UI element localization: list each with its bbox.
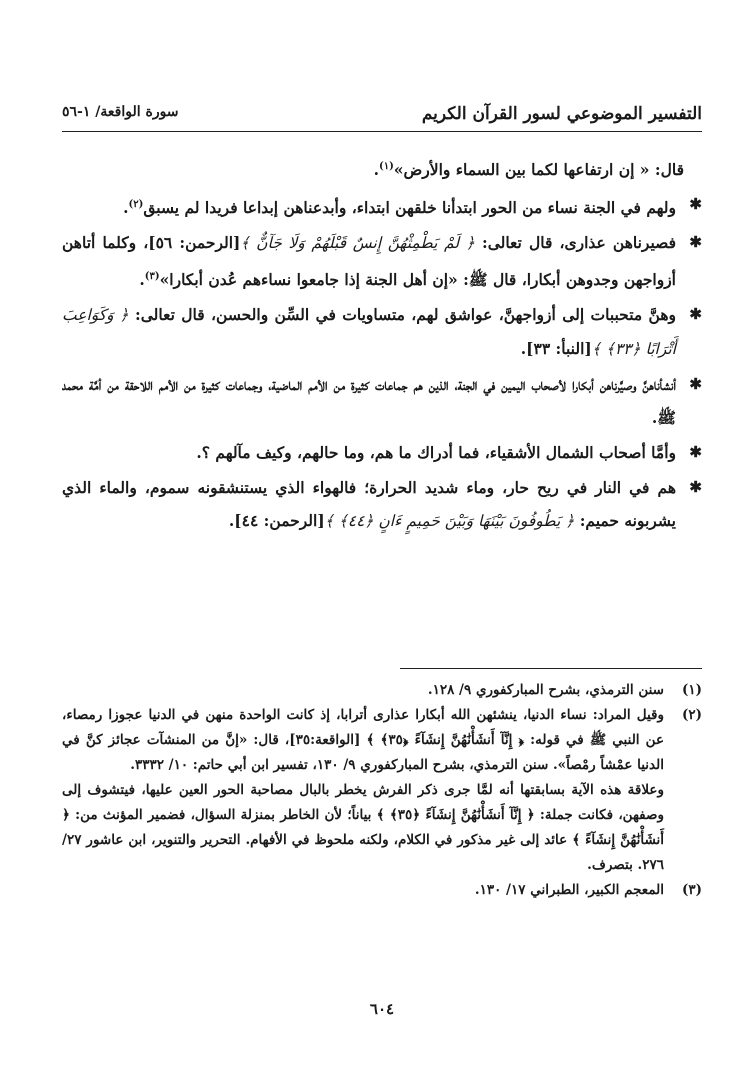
- item-text: هم في النار في ريح حار، وماء شديد الحرارة؛ فالهواء الذي يستنشقونه سموم، والماء الذي يشربونه حميم:: [62, 478, 676, 531]
- asterisk-icon: ✱: [689, 233, 702, 252]
- item-text: [النبأ: ٣٣].: [520, 339, 592, 359]
- item-end: .: [139, 270, 145, 290]
- asterisk-icon: ✱: [689, 195, 702, 214]
- footnote-ref-1[interactable]: (١): [378, 161, 394, 172]
- list-item: [62, 226, 702, 296]
- surah-range: سورة الواقعة/ ١-٥٦: [62, 104, 179, 120]
- book-page: [62, 0, 702, 1089]
- footnote-divider: [400, 668, 702, 669]
- footnote-text: سنن الترمذي، بشرح المباركفوري ٩/ ١٢٨.: [427, 682, 664, 698]
- quran-verse: ﴿ وَكَوَاعِبَ أَتْرَابًا ﴿٣٣﴾ ﴾: [62, 306, 676, 359]
- footnote-ref-3[interactable]: (٣): [144, 271, 160, 283]
- item-text: وهنَّ متحببات إلى أزواجهنَّ، عواشق لهم، متساويات في السِّن والحسن، قال تعالى:: [128, 305, 677, 325]
- asterisk-icon: ✱: [689, 478, 702, 497]
- list-item: [62, 188, 702, 224]
- quran-verse: ﴿ لَمْ يَطْمِثْهُنَّ إِنسٌ قَبْلَهُمْ وَلَا جَآنٌّ ﴾: [240, 234, 475, 253]
- list-item: [62, 436, 702, 469]
- main-text: [62, 150, 702, 538]
- quote-text: قال: « إن ارتفاعها لكما بين السماء والأرض»: [393, 160, 684, 180]
- page-number: ٦٠٤: [369, 1000, 395, 1018]
- asterisk-icon: ✱: [689, 305, 702, 324]
- footnote-number: (١): [681, 682, 702, 698]
- list-item: [62, 471, 702, 538]
- book-title: التفسير الموضوعي لسور القرآن الكريم: [421, 104, 702, 124]
- item-text: [الرحمن: ٥٦]، وكلما أتاهن أزواجهن وجدوهن أبكارا، قال ﷺ: «إن أهل الجنة إذا جامعوا نساءهم عُدن أبكارا»: [62, 233, 676, 290]
- footnote-text: المعجم الكبير، الطبراني ١٧/ ١٣٠.: [474, 882, 664, 898]
- footnote-number: (٣): [681, 882, 702, 898]
- footnote-number: (٢): [681, 707, 702, 723]
- footnote-1: [62, 678, 702, 703]
- item-text: أنشأناهنَّ وصيَّرناهن أبكارا لأصحاب اليمين في الجنة، الذين هم جماعات كثيرة من الأمم الماضية، وجماعات كثيرة من الأمم اللاحقة من أمَّة محمد ﷺ.: [62, 375, 676, 428]
- footnote-2: [62, 703, 702, 778]
- hadith-quote: [62, 150, 702, 186]
- asterisk-icon: ✱: [689, 375, 702, 394]
- footnotes: [62, 678, 702, 903]
- footnote-ref-2[interactable]: (٢): [128, 199, 144, 211]
- footnote-2-continuation: وعلاقة هذه الآية بسابقتها أنه لمَّا جرى ذكر الفرش يخطر بالبال مصاحبة الحور العين عليها، فيتشوف إلى وصفهن، فكانت جملة: ﴿ إِنَّآ أَنشَأْنَٰهُنَّ إِنشَآءً ﴿٣٥﴾ ﴾ بياناً؛ لأن الخاطر بمنزلة السؤال، فضمير المؤنث من: ﴿ أَنشَأْنَٰهُنَّ إِنشَآءً ﴾ عائد إلى غير مذكور في الكلام، ولكنه ملحوظ في الأفهام. التحرير والتنوير، ابن عاشور ٢٧/ ٢٧٦. بتصرف.: [62, 782, 664, 873]
- item-end: .: [123, 198, 129, 218]
- footnote-3: [62, 878, 702, 903]
- quran-verse: ﴿ يَطُوفُونَ بَيْنَهَا وَبَيْنَ حَمِيمٍ ءَانٍ ﴿٤٤﴾ ﴾: [324, 512, 575, 531]
- list-item: [62, 368, 702, 434]
- asterisk-icon: ✱: [689, 443, 702, 462]
- footnote-text: وقيل المراد: نساء الدنيا، ينشئهن الله أبكارا عذارى أترابا، إذ كانت الواحدة منهن في الدنيا عجوزا رمصاء، عن النبي ﷺ في قوله: ﴿ إِنَّآ أَنشَأْنَٰهُنَّ إِنشَآءً ﴿٣٥﴾ ﴾ [الواقعة:٣٥]، قال: «إنَّ من المنشآت عجائز كنَّ في الدنيا عمْشاً رمْصاً». سنن الترمذي، بشرح المباركفوري ٩/ ١٣٠، تفسير ابن أبي حاتم: ١٠/ ٣٣٣٢.: [62, 707, 665, 773]
- quote-end: .: [373, 160, 379, 180]
- item-text: وأمَّا أصحاب الشمال الأشقياء، فما أدراك ما هم، وما حالهم، وكيف مآلهم ؟.: [196, 443, 676, 463]
- running-header: [62, 104, 702, 128]
- item-text: ولهم في الجنة نساء من الحور ابتدأنا خلقهن ابتداء، وأبدعناهن إبداعا فريدا لم يسبق: [143, 198, 676, 218]
- item-text: فصيرناهن عذارى، قال تعالى:: [474, 233, 677, 253]
- list-item: [62, 298, 702, 366]
- header-divider: [62, 131, 702, 132]
- item-text: [الرحمن: ٤٤].: [228, 511, 325, 531]
